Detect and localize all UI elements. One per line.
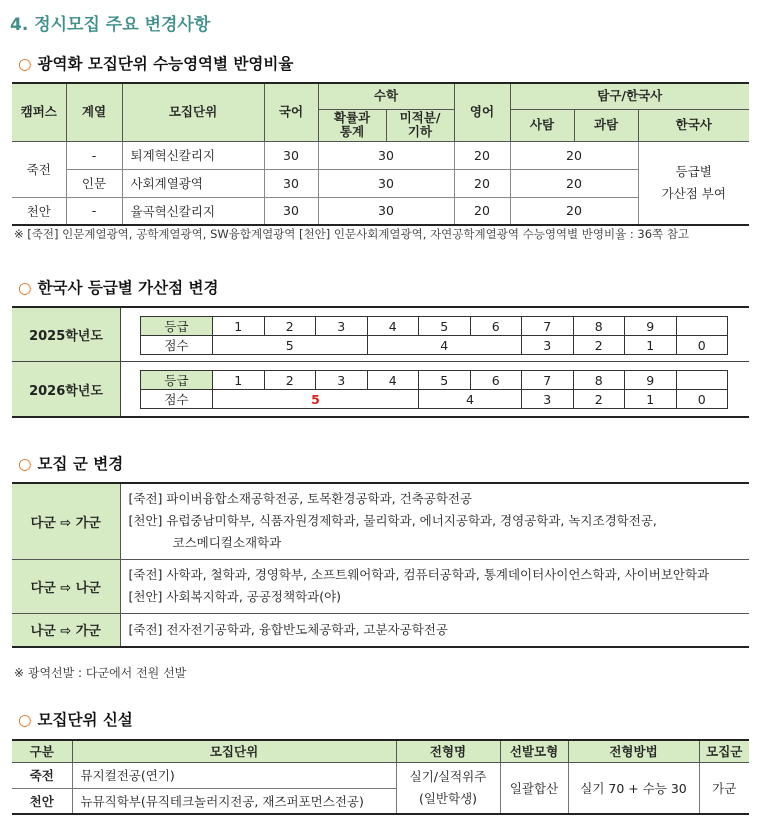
group-change-label: 나군 ⇨ 가군 (12, 613, 120, 647)
score-cell: 1 (625, 336, 677, 355)
grade-label: 등급 (141, 371, 213, 390)
circle-bullet-icon: ○ (18, 55, 32, 73)
cell-inquiry: 20 (510, 197, 638, 225)
grade-cell: 1 (213, 371, 265, 390)
cell-model: 일괄합산 (500, 762, 568, 814)
score-cell-highlight: 5 (213, 390, 419, 409)
ratio-table (12, 82, 749, 226)
header-inquiry: 탐구/한국사 (510, 83, 749, 109)
cell-math: 30 (318, 197, 454, 225)
cell-inquiry: 20 (510, 169, 638, 197)
year-label-2026: 2026학년도 (12, 362, 120, 416)
grade-cell: 9 (625, 371, 677, 390)
score-label: 점수 (141, 390, 213, 409)
header-math: 수학 (318, 83, 454, 109)
header-korean: 국어 (264, 83, 318, 141)
cell-field: - (66, 197, 122, 225)
header-campus: 캠퍼스 (12, 83, 66, 141)
group-change-table (12, 482, 749, 648)
cell-campus: 죽전 (12, 141, 66, 197)
cell-unit: 뮤지컬전공(연기) (72, 762, 396, 788)
header-social: 사탐 (510, 109, 574, 141)
group-change-content: [죽전] 사학과, 철학과, 경영학부, 소프트웨어학과, 컴퓨터공학과, 통계데이터사이언스학과, 사이버보안학과 [천안] 사회복지학과, 공공정책학과(야) (120, 559, 749, 613)
score-cell: 1 (625, 390, 677, 409)
header-unit: 모집단위 (122, 83, 264, 141)
score-cell: 3 (522, 336, 574, 355)
header-english: 영어 (454, 83, 510, 141)
cell-unit: 사회계열광역 (122, 169, 264, 197)
header-unit: 모집단위 (72, 740, 396, 762)
grade-cell: 7 (522, 317, 574, 336)
score-label: 점수 (141, 336, 213, 355)
group-change-label: 다군 ⇨ 나군 (12, 559, 120, 613)
column-divider (120, 308, 121, 416)
cell-english: 20 (454, 141, 510, 169)
grade-table-2026 (140, 370, 728, 409)
grade-cell: 5 (419, 317, 471, 336)
grade-cell: 5 (419, 371, 471, 390)
grade-cell: 3 (316, 317, 368, 336)
section-title-history: ○ 한국사 등급별 가산점 변경 (18, 279, 219, 297)
cell-type: 실기/실적위주 (일반학생) (396, 762, 500, 814)
header-history: 한국사 (638, 109, 749, 141)
cell-division: 죽전 (12, 762, 72, 788)
cell-english: 20 (454, 197, 510, 225)
new-units-table (12, 739, 749, 815)
grade-cell: 8 (573, 371, 625, 390)
row-divider (12, 361, 749, 362)
header-model: 선발모형 (500, 740, 568, 762)
circle-bullet-icon: ○ (18, 455, 32, 473)
section-title-ratio: ○ 광역화 모집단위 수능영역별 반영비율 (18, 55, 294, 73)
grade-cell: 4 (367, 371, 419, 390)
grade-cell: 8 (573, 317, 625, 336)
header-field: 계열 (66, 83, 122, 141)
grade-cell: 1 (213, 317, 265, 336)
header-group: 모집군 (699, 740, 749, 762)
cell-field: - (66, 141, 122, 169)
grade-table-2025 (140, 316, 728, 355)
circle-bullet-icon: ○ (18, 711, 32, 729)
cell-division: 천안 (12, 788, 72, 814)
cell-field: 인문 (66, 169, 122, 197)
score-cell: 2 (573, 336, 625, 355)
cell-korean: 30 (264, 141, 318, 169)
cell-inquiry: 20 (510, 141, 638, 169)
header-method: 전형방법 (568, 740, 699, 762)
score-cell: 0 (676, 390, 728, 409)
cell-math: 30 (318, 169, 454, 197)
grade-cell: 3 (316, 371, 368, 390)
grade-cell: 6 (470, 371, 522, 390)
cell-english: 20 (454, 169, 510, 197)
cell-math: 30 (318, 141, 454, 169)
grade-cell: 2 (264, 317, 316, 336)
grade-cell: 9 (625, 317, 677, 336)
header-math-b: 미적분/ 기하 (386, 109, 454, 141)
header-division: 구분 (12, 740, 72, 762)
header-science: 과탐 (574, 109, 638, 141)
score-cell: 2 (573, 390, 625, 409)
section-title-group-change: ○ 모집 군 변경 (18, 455, 124, 473)
score-cell: 4 (367, 336, 522, 355)
circle-bullet-icon: ○ (18, 279, 32, 297)
header-math-a: 확률과 통계 (318, 109, 386, 141)
ratio-note: ※ [죽전] 인문계열광역, 공학계열광역, SW융합계열광역 [천안] 인문사회계열광역, 자연공학계열광역 수능영역별 반영비율 : 36쪽 참고 (14, 227, 690, 241)
score-cell: 3 (522, 390, 574, 409)
cell-unit: 율곡혁신칼리지 (122, 197, 264, 225)
cell-history-note: 등급별 가산점 부여 (638, 141, 749, 225)
grade-cell: 7 (522, 371, 574, 390)
cell-korean: 30 (264, 169, 318, 197)
group-change-label: 다군 ⇨ 가군 (12, 483, 120, 559)
grade-cell: 4 (367, 317, 419, 336)
score-cell: 4 (419, 390, 522, 409)
group-change-content: [죽전] 파이버융합소재공학전공, 토목환경공학과, 건축공학전공 [천안] 유럽중남미학부, 식품자원경제학과, 물리학과, 에너지공학과, 경영공학과, 녹지조경학전공, 코스메디컬소재학과 (120, 483, 749, 559)
cell-method: 실기 70 + 수능 30 (568, 762, 699, 814)
grade-label: 등급 (141, 317, 213, 336)
section-title-new-units: ○ 모집단위 신설 (18, 711, 133, 729)
group-note: ※ 광역선발 : 다군에서 전원 선발 (14, 666, 187, 680)
cell-campus: 천안 (12, 197, 66, 225)
cell-group: 가군 (699, 762, 749, 814)
year-label-2025: 2025학년도 (12, 308, 120, 361)
score-cell: 0 (676, 336, 728, 355)
header-type: 전형명 (396, 740, 500, 762)
cell-unit: 뉴뮤직학부(뮤직테크놀러지전공, 재즈퍼포먼스전공) (72, 788, 396, 814)
page-title: 4. 정시모집 주요 변경사항 (10, 15, 211, 35)
grade-cell: 6 (470, 317, 522, 336)
history-score-table (12, 306, 749, 418)
group-change-content: [죽전] 전자전기공학과, 융합반도체공학과, 고분자공학전공 (120, 613, 749, 647)
cell-unit: 퇴계혁신칼리지 (122, 141, 264, 169)
cell-korean: 30 (264, 197, 318, 225)
score-cell: 5 (213, 336, 368, 355)
grade-cell: 2 (264, 371, 316, 390)
